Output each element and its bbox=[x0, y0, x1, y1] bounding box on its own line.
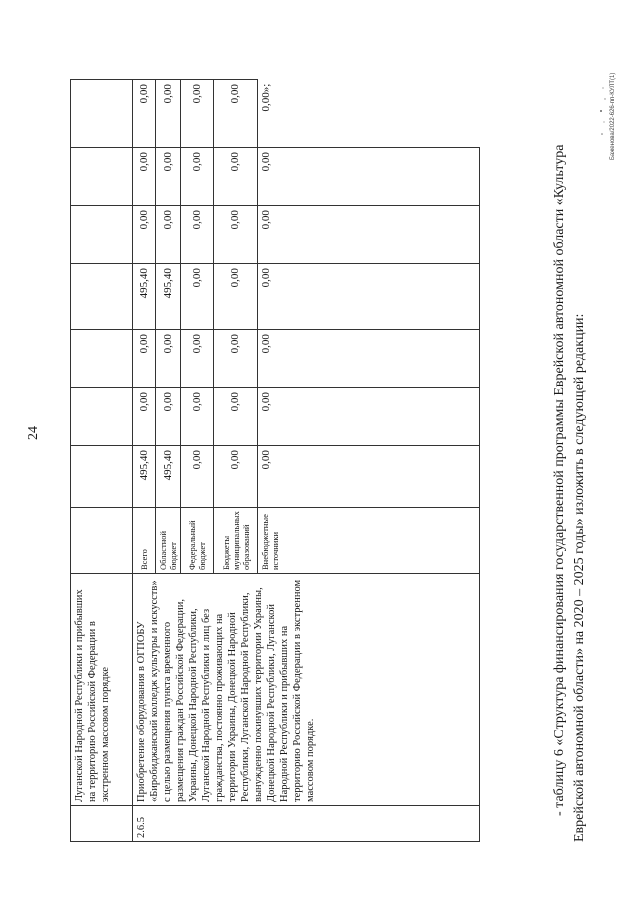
empty-cell bbox=[71, 148, 133, 206]
value-cell: 0,00 bbox=[214, 446, 258, 508]
page-number: 24 bbox=[26, 426, 41, 440]
value-cell: 0,00 bbox=[133, 206, 156, 264]
source-cell: Всего bbox=[133, 508, 156, 574]
value-cell: 0,00 bbox=[133, 388, 156, 446]
table-row bbox=[71, 80, 133, 842]
empty-cell bbox=[71, 330, 133, 388]
value-cell: 0,00 bbox=[214, 388, 258, 446]
value-cell: 0,00 bbox=[181, 330, 214, 388]
value-cell: 0,00 bbox=[258, 206, 480, 264]
value-cell: 0,00 bbox=[133, 80, 156, 148]
value-cell: 0,00 bbox=[181, 80, 214, 148]
amendment-text-line-2: Еврейской автономной области» на 2020 – 2025 годы» изложить в следующей редакции: bbox=[572, 313, 587, 842]
empty-cell bbox=[71, 80, 133, 148]
value-cell: 0,00 bbox=[156, 330, 181, 388]
value-cell: 0,00 bbox=[214, 206, 258, 264]
value-cell: 0,00 bbox=[181, 148, 214, 206]
financing-table bbox=[70, 79, 480, 842]
source-cell: Областной бюджет bbox=[156, 508, 181, 574]
value-cell: 0,00 bbox=[181, 388, 214, 446]
empty-cell bbox=[71, 446, 133, 508]
value-cell: 0,00 bbox=[133, 330, 156, 388]
value-cell: 0,00 bbox=[181, 446, 214, 508]
empty-cell bbox=[71, 388, 133, 446]
value-cell: 0,00 bbox=[181, 264, 214, 330]
entry-description-cell: Приобретение оборудования в ОГПОБУ «Биробиджанский колледж культуры и искусств» с целью размещения пункта временного размещения граждан Российской Федерации, Украины, Донецкой Народной Республики, Луганской Народной Республики и лиц без гражданства, постоянно проживающих на территории Украины, Донецкой Народной Республики, Луганской Народной Республики, вынужденно покинувших территории Украины, Донецкой Народной Республики, Луганской Народной Республики и прибывших на территорию Российской Федерации в экстренном массовом порядке. bbox=[133, 574, 480, 806]
document-reference-stamp: Баженова/2022-626-пп-КУЛТ(1) bbox=[610, 72, 616, 160]
source-cell: Бюджеты муниципальных образований bbox=[214, 508, 258, 574]
empty-cell bbox=[71, 508, 133, 574]
table-row bbox=[133, 80, 156, 842]
value-cell: 0,00 bbox=[258, 330, 480, 388]
value-cell: 495,40 bbox=[156, 264, 181, 330]
value-cell: 0,00 bbox=[156, 80, 181, 148]
amendment-text-line-1: - таблицу 6 «Структура финансирования государственной программы Еврейской автономной области «Культура bbox=[552, 144, 567, 816]
value-cell: 0,00»; bbox=[258, 80, 480, 148]
rotated-document-sheet bbox=[20, 20, 620, 880]
value-cell: 0,00 bbox=[258, 264, 480, 330]
scan-noise-icon bbox=[598, 80, 608, 140]
value-cell: 495,40 bbox=[133, 264, 156, 330]
source-cell: Внебюджетные источники bbox=[258, 508, 480, 574]
value-cell: 0,00 bbox=[214, 330, 258, 388]
value-cell: 0,00 bbox=[214, 80, 258, 148]
row-description-cell: Луганской Народной Республики и прибывших на территорию Российской Федерации в экстренном массовом порядке bbox=[71, 574, 133, 806]
value-cell: 495,40 bbox=[133, 446, 156, 508]
value-cell: 0,00 bbox=[181, 206, 214, 264]
empty-cell bbox=[71, 206, 133, 264]
entry-code-cell: 2.6.5 bbox=[133, 806, 480, 842]
value-cell: 0,00 bbox=[156, 388, 181, 446]
value-cell: 0,00 bbox=[156, 148, 181, 206]
value-cell: 0,00 bbox=[214, 264, 258, 330]
value-cell: 495,40 bbox=[156, 446, 181, 508]
source-cell: Федеральный бюджет bbox=[181, 508, 214, 574]
value-cell: 0,00 bbox=[133, 148, 156, 206]
empty-cell bbox=[71, 264, 133, 330]
value-cell: 0,00 bbox=[156, 206, 181, 264]
row-code-cell bbox=[71, 806, 133, 842]
value-cell: 0,00 bbox=[214, 148, 258, 206]
value-cell: 0,00 bbox=[258, 388, 480, 446]
value-cell: 0,00 bbox=[258, 446, 480, 508]
value-cell: 0,00 bbox=[258, 148, 480, 206]
